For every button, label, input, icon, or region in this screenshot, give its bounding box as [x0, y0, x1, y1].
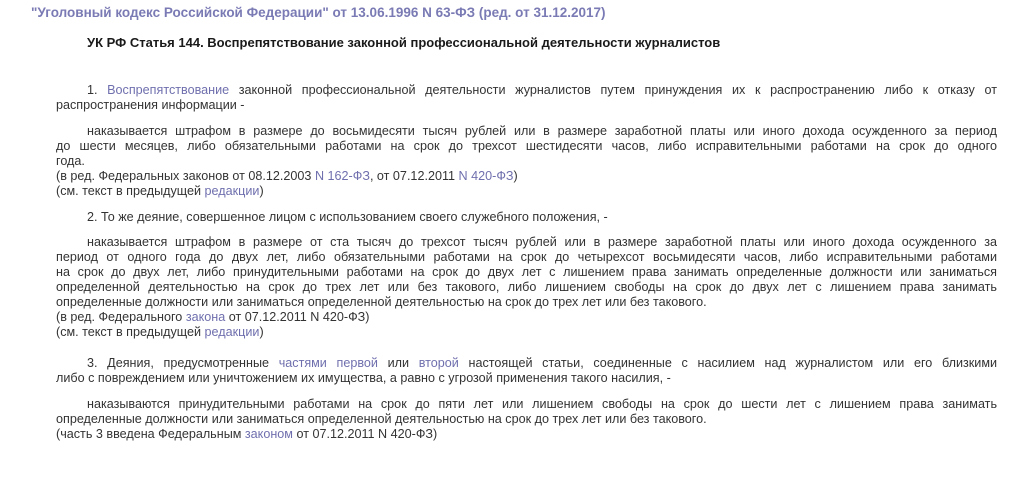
part2-previous-edition-note: (см. текст в предыдущей редакции)	[56, 325, 264, 339]
law-420-fz-link[interactable]: N 420-ФЗ	[458, 169, 514, 183]
part1-line1: 1. Воспрепятствование законной профессиональной деятельности журналистов путем принуждения их к распространению либо к отказу от	[87, 83, 997, 97]
previous-edition-link-2[interactable]: редакции	[204, 325, 260, 339]
part2-penalty-line3: на срок до двух лет, либо принудительными работами на срок до двух лет с лишением права занимать определенные должности или заниматься	[56, 265, 997, 279]
parts-first-link[interactable]: частями первой	[278, 356, 378, 370]
part3-line2: либо с повреждением или уничтожением их имущества, а равно с угрозой применения такого насилия, -	[56, 371, 671, 385]
law-162-fz-link[interactable]: N 162-ФЗ	[314, 169, 370, 183]
federal-law-link-2[interactable]: законом	[244, 427, 293, 441]
part1-edition-note: (в ред. Федеральных законов от 08.12.2003 N 162-ФЗ, от 07.12.2011 N 420-ФЗ)	[56, 169, 518, 183]
part1-line2: распространения информации -	[56, 98, 245, 112]
part1-previous-edition-note: (см. текст в предыдущей редакции)	[56, 184, 264, 198]
part-second-link[interactable]: второй	[418, 356, 459, 370]
part2-penalty-line2: период от одного года до двух лет, либо обязательными работами на срок до четырехсот восьмидесяти часов, либо исправительными работами	[56, 250, 997, 264]
part3-penalty-line1: наказываются принудительными работами на срок до пяти лет или лишением свободы на срок до шести лет с лишением права занимать	[87, 397, 997, 411]
part2-penalty-line5: определенные должности или заниматься определенной деятельностью на срок до трех лет или без такового.	[56, 295, 707, 309]
part1-penalty-line2: до шести месяцев, либо обязательными работами на срок до трехсот шестидесяти часов, либо исправительными работами на срок до одного	[56, 139, 997, 153]
part3-penalty-line2: определенные должности или заниматься определенной деятельностью на срок до трех лет или без такового.	[56, 412, 707, 426]
part3-introduced-note: (часть 3 введена Федеральным законом от 07.12.2011 N 420-ФЗ)	[56, 427, 438, 441]
part1-penalty-line1: наказывается штрафом в размере до восьмидесяти тысяч рублей или в размере заработной платы или иного дохода осужденного за период	[87, 124, 997, 138]
part1-penalty-line3: года.	[56, 154, 85, 168]
document-title: "Уголовный кодекс Российской Федерации" от 13.06.1996 N 63-ФЗ (ред. от 31.12.2017)	[31, 5, 606, 20]
part2-line1: 2. То же деяние, совершенное лицом с использованием своего служебного положения, -	[87, 210, 608, 224]
obstruction-link[interactable]: Воспрепятствование	[107, 83, 230, 97]
part3-line1: 3. Деяния, предусмотренные частями первой или второй настоящей статьи, соединенные с насилием над журналистом или его близкими	[87, 356, 998, 370]
article-title: УК РФ Статья 144. Воспрепятствование законной профессиональной деятельности журналистов	[87, 35, 721, 50]
part2-penalty-line4: определенной деятельностью на срок до трех лет или без такового, либо лишением свободы на срок до двух лет с лишением права занимать	[56, 280, 997, 294]
previous-edition-link-1[interactable]: редакции	[204, 184, 260, 198]
federal-law-link-1[interactable]: закона	[185, 310, 226, 324]
part2-edition-note: (в ред. Федерального закона от 07.12.2011 N 420-ФЗ)	[56, 310, 370, 324]
part2-penalty-line1: наказывается штрафом в размере от ста тысяч до трехсот тысяч рублей или в размере заработной платы или иного дохода осужденного за	[87, 235, 997, 249]
